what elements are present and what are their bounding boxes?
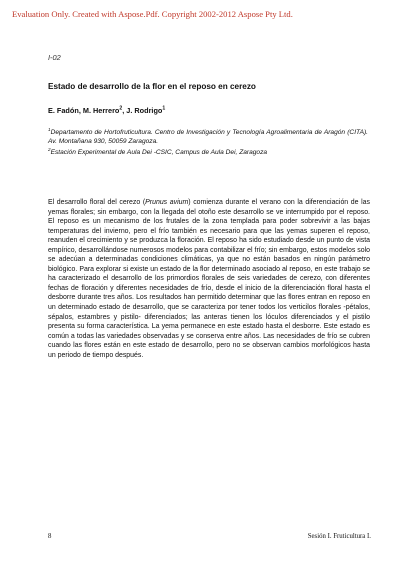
affiliation-1-marker: 1 [48,126,51,132]
abstract-text-start: El desarrollo floral del cerezo ( [48,199,146,206]
watermark-text: Evaluation Only. Created with Aspose.Pdf. Copyright 2002-2012 Aspose Pty Ltd. [12,9,293,19]
species-name: Prunus avium [145,199,189,206]
affiliation-2-marker: 2 [48,146,51,152]
author-herrero-affil: 2 [119,105,123,112]
affiliation-1 [48,128,368,147]
abstract-paragraph [48,198,370,360]
abstract-text-rest: ) comienza durante el verano con la diferenciación de las yemas florales; sin embargo, con la llegada del otoño este desarrollo se ve interrumpido por el reposo. El reposo es un mecanismo de los frutales de la zona templada para poder sobrevivir a las bajas temperaturas del invierno, pero el frío también es necesario para que las yemas superen el reposo, reanuden el crecimiento y se produzca la floración. El reposo ha sido estudiado desde un punto de vista empírico, desarrollándose numerosos modelos para contabilizar el frío; sin embargo, estos modelos solo se adecúan a determinadas condiciones climáticas, ya que no están basados en ningún parámetro biológico. Para explorar si existe un estado de la flor determinado asociado al reposo, en este trabajo se ha caracterizado el desarrollo de los primordios florales de seis variedades de cerezo, con diferentes fechas de floración y diferentes necesidades de frío, desde el inicio de la diferenciación floral hasta el desborre durante tres años. Los resultados han permitido determinar que las flores entran en reposo en un determinado estado de desarrollo, que se caracteriza por tener todos los verticilos florales -pétalos, sépalos, estambres y pistilo- diferenciados; las anteras tienen los lóculos diferenciados y el pistilo presenta su forma característica. La yema permanece en este estado hasta el desborre. Este estado es común a todas las variedades observadas y se conserva entre años. Las necesidades de frío se cubren cuando las flores están en este estado de desarrollo, pero no se observan cambios morfológicos hasta un periodo de tiempo después. [48,199,370,359]
author-rodrigo-affil: 1 [162,105,166,112]
author-fadon: E. Fadón [48,106,79,115]
affiliation-1-text: Departamento de Hortofruticultura. Centro de Investigación y Tecnología Agroalimentaria de Aragón (CITA). Av. Montañana 930, 50059 Zaragoza. [48,129,368,146]
affiliation-2 [48,148,368,157]
affiliation-2-text: Estación Experimental de Aula Dei -CSIC, Campus de Aula Dei, Zaragoza [50,149,268,156]
author-herrero: M. Herrero [82,106,120,115]
paper-code: I-02 [48,53,61,62]
footer-section-label: Sesión I. Fruticultura I. [307,533,371,540]
paper-title: Estado de desarrollo de la flor en el reposo en cerezo [48,82,256,91]
page-number: 8 [48,533,52,540]
author-rodrigo: J. Rodrigo [126,106,163,115]
author-list: E. Fadón, M. Herrero$^2$, J. Rodrigo$^1$ [48,105,166,115]
